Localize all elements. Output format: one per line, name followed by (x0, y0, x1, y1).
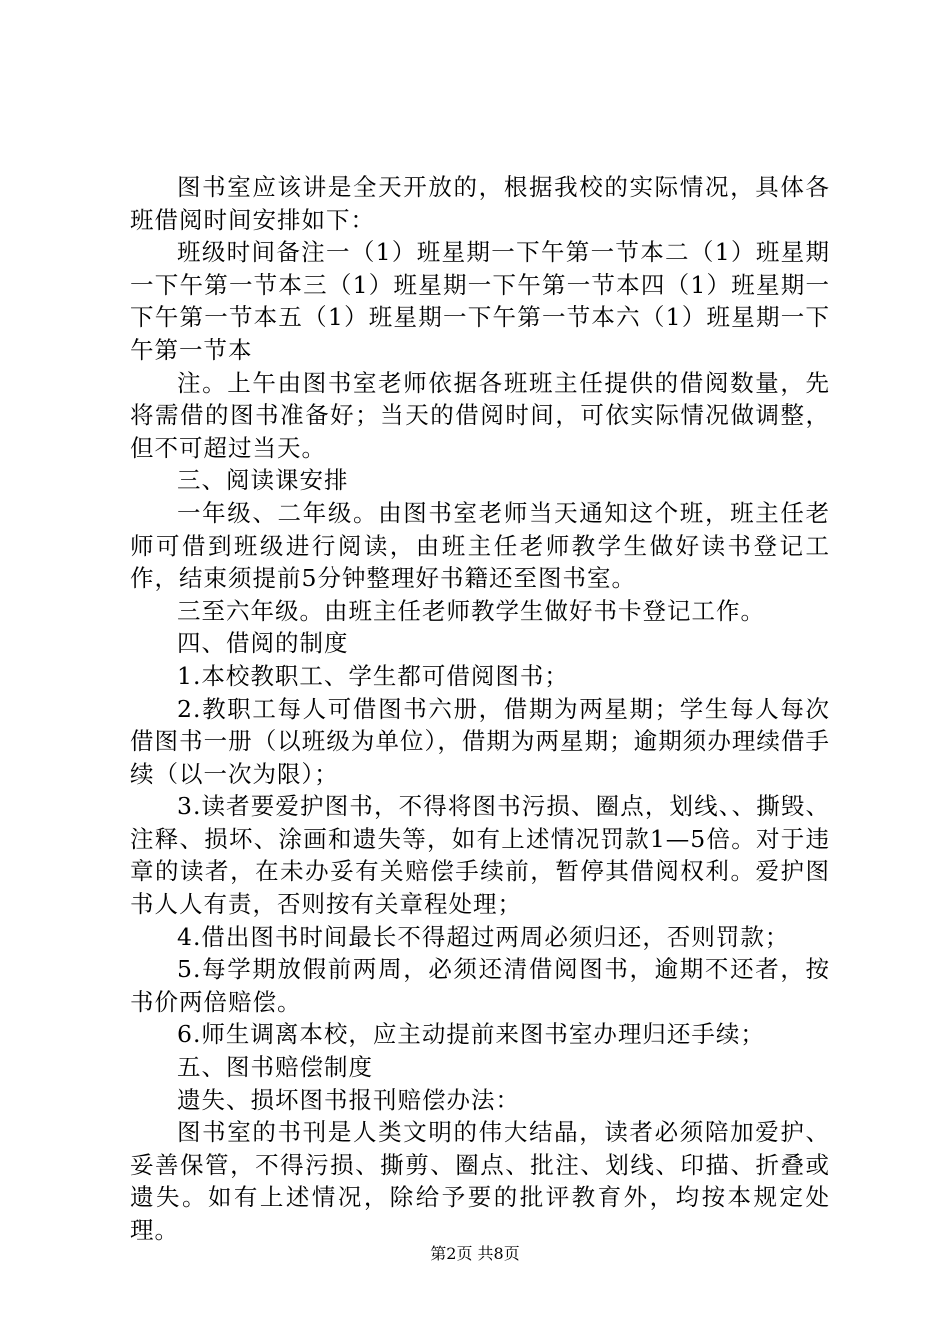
paragraph-grade-three-six: 三至六年级。由班主任老师教学生做好书卡登记工作。 (177, 596, 765, 625)
rule-item-5: 5.每学期放假前两周，必须还清借阅图书，逾期不还者，按书价两倍赔偿。 (130, 955, 830, 1016)
rule-item-1: 1.本校教职工、学生都可借阅图书； (177, 661, 569, 690)
paragraph-intro: 图书室应该讲是全天开放的，根据我校的实际情况，具体各班借阅时间安排如下： (130, 173, 830, 234)
paragraph-note: 注。上午由图书室老师依据各班班主任提供的借阅数量，先将需借的图书准备好；当天的借阅时间，可依实际情况做调整，但不可超过当天。 (130, 368, 830, 462)
section-heading-reading-class: 三、阅读课安排 (177, 466, 349, 495)
paragraph-compensation-method: 遗失、损坏图书报刊赔偿办法： (177, 1085, 520, 1114)
section-heading-borrowing-rules: 四、借阅的制度 (177, 629, 349, 658)
document-body (130, 171, 830, 1247)
section-heading-compensation: 五、图书赔偿制度 (177, 1053, 373, 1082)
rule-item-2: 2.教职工每人可借图书六册，借期为两星期；学生每人每次借图书一册（以班级为单位），借期为两星期；逾期须办理续借手续（以一次为限）； (130, 694, 830, 788)
paragraph-grade-one-two: 一年级、二年级。由图书室老师当天通知这个班，班主任老师可借到班级进行阅读，由班主任老师教学生做好读书登记工作，结束须提前5分钟整理好书籍还至图书室。 (130, 498, 830, 593)
paragraph-compensation-detail: 图书室的书刊是人类文明的伟大结晶，读者必须陪加爱护、妥善保管，不得污损、撕剪、圈点、批注、划线、印描、折叠或遗失。如有上述情况，除给予要的批评教育外，均按本规定处理。 (130, 1118, 830, 1244)
rule-item-3: 3.读者要爱护图书，不得将图书污损、圈点，划线、、撕毁、注释、损坏、涂画和遗失等，如有上述情况罚款1—5倍。对于违章的读者，在未办妥有关赔偿手续前，暂停其借阅权利。爱护图书人人有责，否则按有关章程处理； (130, 792, 830, 919)
rule-item-6: 6.师生调离本校，应主动提前来图书室办理归还手续； (177, 1020, 765, 1049)
paragraph-schedule: 班级时间备注一（1）班星期一下午第一节本二（1）班星期一下午第一节本三（1）班星期一下午第一节本四（1）班星期一下午第一节本五（1）班星期一下午第一节本六（1）班星期一下午第一节本 (130, 238, 830, 364)
page-number-footer: 第2页 共8页 (430, 1244, 520, 1263)
rule-item-4: 4.借出图书时间最长不得超过两周必须归还，否则罚款； (177, 922, 790, 951)
